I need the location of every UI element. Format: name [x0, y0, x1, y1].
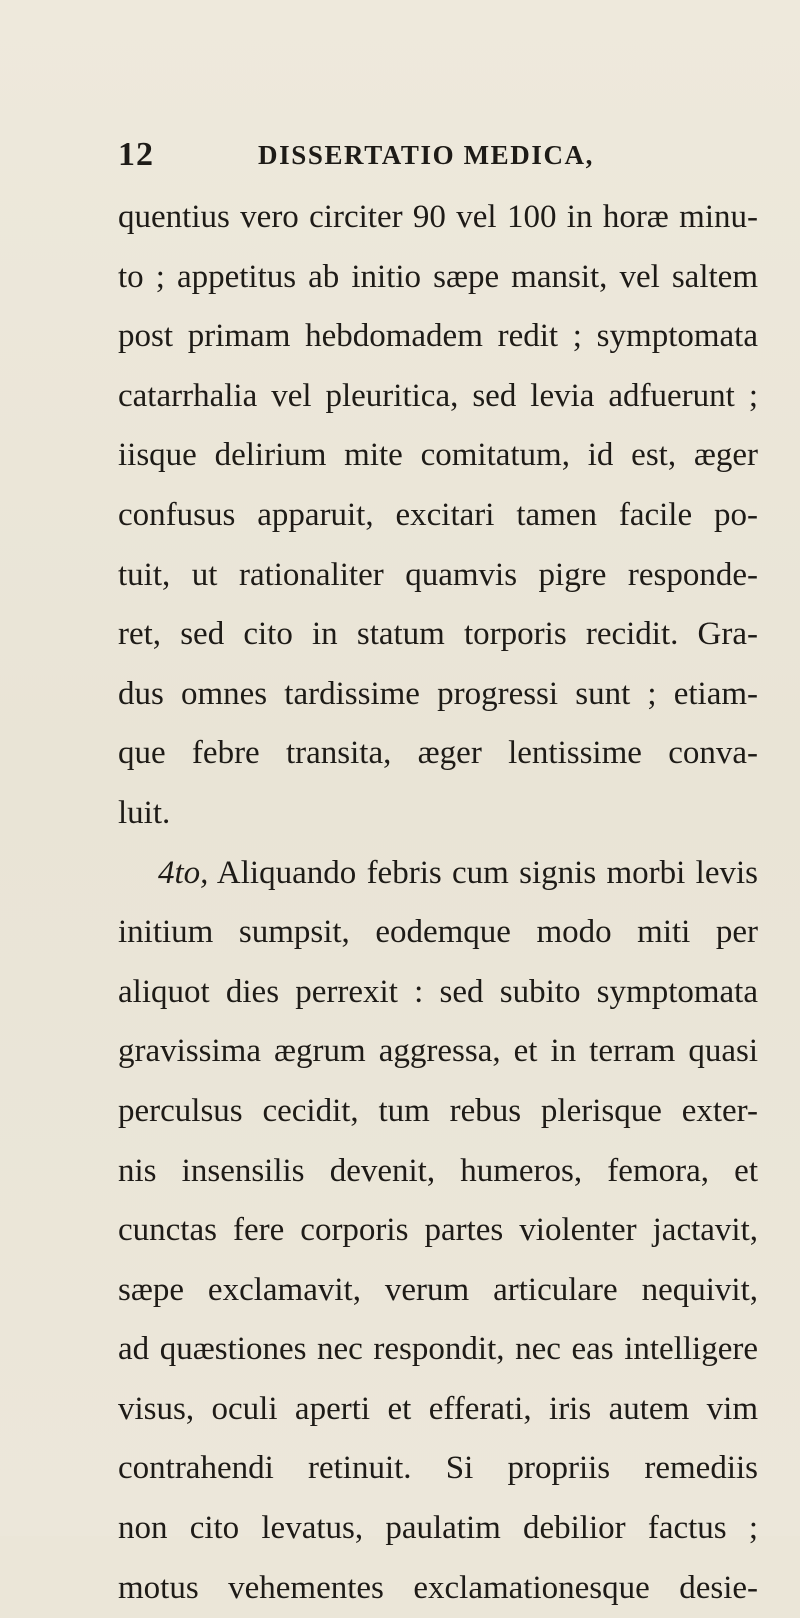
text-line: post primam hebdomadem redit ; symptomata [118, 318, 758, 355]
body-text [118, 188, 758, 1618]
text-line: visus, oculi aperti et efferati, iris autem vim [118, 1390, 758, 1427]
text-line: initium sumpsit, eodemque modo miti per [118, 914, 758, 951]
text-line: perculsus cecidit, tum rebus plerisque exter- [118, 1092, 758, 1129]
text-line: gravissima ægrum aggressa, et in terram quasi [118, 1033, 758, 1070]
running-head [118, 136, 738, 180]
text-line: non cito levatus, paulatim debilior factus ; [118, 1510, 758, 1547]
text-line: contrahendi retinuit. Si propriis remediis [118, 1450, 758, 1487]
text-line: dus omnes tardissime progressi sunt ; etiam- [118, 675, 758, 712]
paragraph-ordinal: 4to, [158, 854, 209, 891]
text-line: cunctas fere corporis partes violenter jactavit, [118, 1212, 758, 1249]
text-line: confusus apparuit, excitari tamen facile po- [118, 496, 758, 533]
text-line-rest: Aliquando febris cum signis morbi levis [208, 854, 758, 891]
text-line: sæpe exclamavit, verum articulare nequivit, [118, 1271, 758, 1308]
text-line: ad quæstiones nec respondit, nec eas intelligere [118, 1331, 758, 1368]
text-line: quentius vero circiter 90 vel 100 in horæ minu- [118, 199, 758, 235]
text-line: catarrhalia vel pleuritica, sed levia adfuerunt ; [118, 377, 758, 414]
text-line: to ; appetitus ab initio sæpe mansit, vel saltem [118, 258, 758, 295]
text-line: motus vehementes exclamationesque desie- [118, 1569, 758, 1606]
text-line: luit. [118, 794, 171, 831]
text-line: aliquot dies perrexit : sed subito symptomata [118, 973, 758, 1010]
paragraph-first-line [118, 844, 758, 904]
text-line: tuit, ut rationaliter quamvis pigre responde- [118, 556, 758, 593]
text-line: nis insensilis devenit, humeros, femora, et [118, 1152, 758, 1189]
text-line: ret, sed cito in statum torporis recidit. Gra- [118, 616, 758, 653]
text-line: iisque delirium mite comitatum, id est, æger [118, 437, 758, 474]
running-title: DISSERTATIO MEDICA, [258, 140, 595, 170]
text-line: que febre transita, æger lentissime conva- [118, 735, 758, 772]
page-number: 12 [118, 136, 154, 173]
